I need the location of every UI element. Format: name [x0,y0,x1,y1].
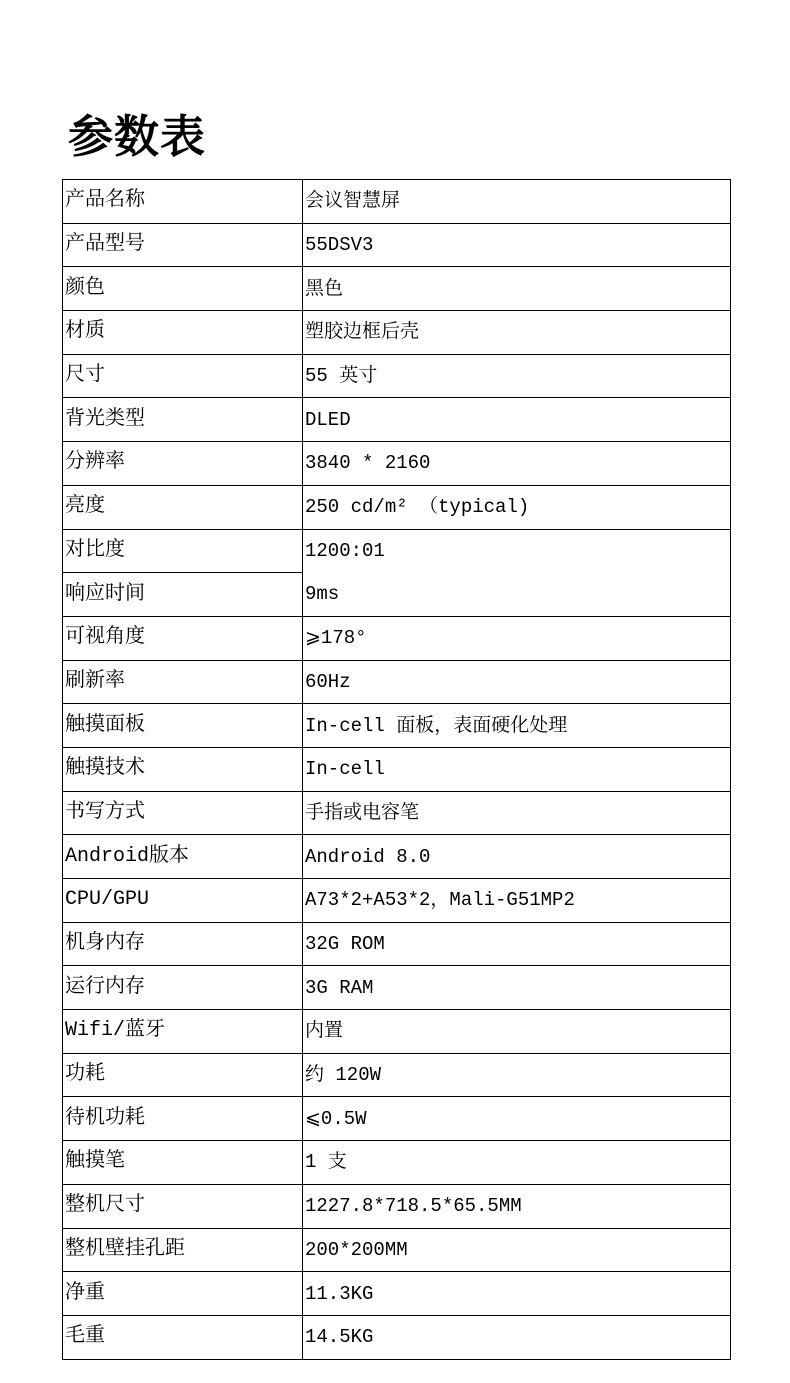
spec-label: 待机功耗 [63,1097,303,1141]
spec-row [63,311,731,355]
spec-row [63,747,731,791]
spec-row [63,1097,731,1141]
spec-value: In-cell 面板，表面硬化处理 [303,704,731,748]
spec-row [63,354,731,398]
spec-label: 触摸笔 [63,1141,303,1185]
spec-label: 运行内存 [63,966,303,1010]
spec-value: 1 支 [303,1141,731,1185]
spec-label: 亮度 [63,485,303,529]
spec-value: 55DSV3 [303,223,731,267]
spec-value: 55 英寸 [303,354,731,398]
spec-label: 产品型号 [63,223,303,267]
spec-value: 3G RAM [303,966,731,1010]
spec-row [63,1010,731,1054]
spec-row [63,442,731,486]
spec-row [63,616,731,660]
spec-label: 功耗 [63,1053,303,1097]
spec-label: 刷新率 [63,660,303,704]
spec-label: 对比度 [63,529,303,573]
spec-label: 机身内存 [63,922,303,966]
spec-value: 9ms [303,573,731,617]
spec-label: 毛重 [63,1315,303,1359]
spec-label: 触摸技术 [63,747,303,791]
spec-row [63,835,731,879]
spec-table [62,179,731,1360]
spec-label: CPU/GPU [63,879,303,923]
spec-value: 60Hz [303,660,731,704]
spec-value: 黑色 [303,267,731,311]
spec-value: ⩽0.5W [303,1097,731,1141]
spec-row [63,791,731,835]
spec-row [63,398,731,442]
spec-label: 触摸面板 [63,704,303,748]
spec-row [63,1228,731,1272]
spec-label: 产品名称 [63,180,303,224]
spec-row [63,1315,731,1359]
spec-value: 约 120W [303,1053,731,1097]
spec-row [63,529,731,573]
spec-label: 材质 [63,311,303,355]
spec-row [63,223,731,267]
spec-row [63,922,731,966]
spec-label: 颜色 [63,267,303,311]
spec-label: 书写方式 [63,791,303,835]
spec-value: 塑胶边框后壳 [303,311,731,355]
spec-label: Android版本 [63,835,303,879]
spec-value: 32G ROM [303,922,731,966]
spec-row [63,267,731,311]
spec-label: 净重 [63,1272,303,1316]
spec-label: 整机壁挂孔距 [63,1228,303,1272]
spec-row [63,485,731,529]
spec-row [63,879,731,923]
spec-value: A73*2+A53*2，Mali-G51MP2 [303,879,731,923]
spec-label: 尺寸 [63,354,303,398]
spec-row [63,966,731,1010]
spec-value: DLED [303,398,731,442]
spec-row [63,1272,731,1316]
spec-value: ⩾178° [303,616,731,660]
spec-label: 可视角度 [63,616,303,660]
spec-value: 手指或电容笔 [303,791,731,835]
spec-value: 会议智慧屏 [303,180,731,224]
spec-value: In-cell [303,747,731,791]
spec-label: 响应时间 [63,573,303,617]
spec-value: 250 cd/m² （typical) [303,485,731,529]
spec-value: 14.5KG [303,1315,731,1359]
spec-value: 11.3KG [303,1272,731,1316]
page-title: 参数表 [68,110,207,163]
spec-label: 分辨率 [63,442,303,486]
spec-row [63,704,731,748]
spec-value: 内置 [303,1010,731,1054]
spec-value: Android 8.0 [303,835,731,879]
spec-row [63,1053,731,1097]
spec-row [63,573,731,617]
spec-row [63,1141,731,1185]
spec-row [63,180,731,224]
spec-label: Wifi/蓝牙 [63,1010,303,1054]
spec-row [63,660,731,704]
spec-label: 整机尺寸 [63,1184,303,1228]
spec-label: 背光类型 [63,398,303,442]
spec-value: 1227.8*718.5*65.5MM [303,1184,731,1228]
spec-value: 1200:01 [303,529,731,573]
spec-value: 200*200MM [303,1228,731,1272]
spec-value: 3840 * 2160 [303,442,731,486]
spec-row [63,1184,731,1228]
